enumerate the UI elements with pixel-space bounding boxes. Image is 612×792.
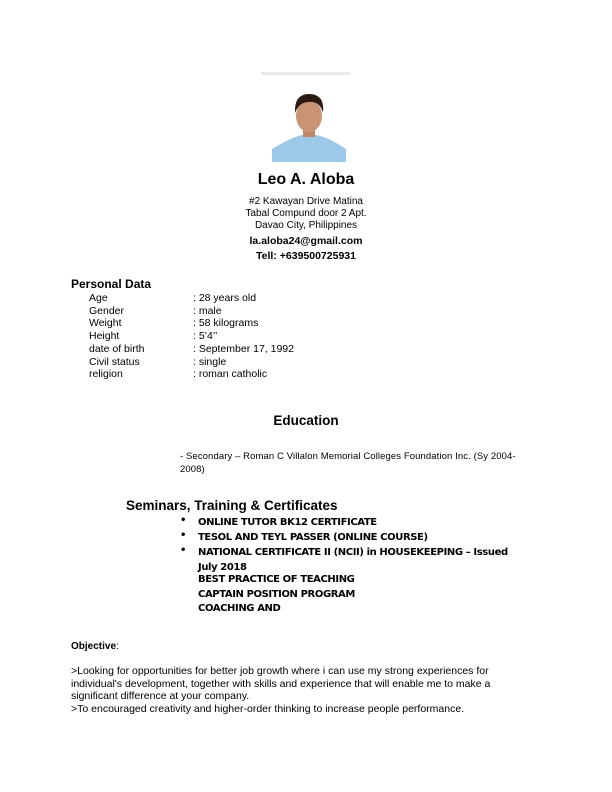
certificate-item: COACHING AND	[198, 603, 281, 614]
personal-label: Age	[89, 292, 108, 304]
email: la.aloba24@gmail.com	[249, 235, 363, 247]
profile-photo	[272, 91, 346, 162]
personal-data-heading: Personal Data	[71, 277, 152, 291]
bullet-icon: •	[180, 515, 186, 526]
personal-value: : September 17, 1992	[193, 343, 294, 355]
personal-label: Weight	[89, 317, 122, 329]
certificate-item: TESOL AND TEYL PASSER (ONLINE COURSE)	[198, 532, 428, 543]
personal-value: : 5’4’’	[193, 330, 218, 342]
certificate-item: CAPTAIN POSITION PROGRAM	[198, 589, 355, 600]
certificate-item: ONLINE TUTOR BK12 CERTIFICATE	[198, 517, 377, 528]
objective-colon: :	[116, 641, 119, 652]
objective-text	[71, 665, 531, 715]
personal-label: religion	[89, 368, 123, 380]
bullet-icon: •	[180, 545, 186, 556]
personal-label: Height	[89, 330, 120, 342]
certificate-item: BEST PRACTICE OF TEACHING	[198, 574, 355, 585]
certificate-item: NATIONAL CERTIFICATE II (NCII) in HOUSEKEEPING – Issued July 2018	[198, 547, 508, 573]
personal-value: : roman catholic	[193, 368, 268, 380]
seminars-heading: Seminars, Training & Certificates	[126, 498, 338, 513]
address-line: #2 Kawayan Drive Matina	[249, 196, 363, 207]
personal-label: date of birth	[89, 343, 145, 355]
address-line: Davao City, Philippines	[254, 220, 358, 231]
personal-label: Gender	[89, 304, 125, 317]
personal-value: : 58 kilograms	[193, 317, 259, 329]
education-entry: - Secondary – Roman C Villalon Memorial Colleges Foundation Inc. (Sy 2004-2008)	[180, 451, 516, 475]
objective-line: >Looking for opportunities for better job growth where i can use my strong experiences for individual's development, together with skills and experience that will enable me to make a significant difference at your company.	[71, 665, 491, 703]
telephone: Tell: +639500725931	[256, 250, 356, 262]
personal-value: : 28 years old	[193, 292, 257, 304]
bullet-icon: •	[180, 530, 186, 541]
education-heading: Education	[273, 413, 339, 428]
objective-line: >To encouraged creativity and higher-order thinking to increase people performance.	[71, 702, 465, 715]
applicant-name: Leo A. Aloba	[257, 171, 355, 188]
personal-label: Civil status	[89, 356, 140, 368]
header-divider	[261, 72, 351, 75]
personal-value: : male	[193, 304, 222, 317]
objective-title: Objective	[71, 641, 117, 652]
objective-heading	[71, 641, 119, 652]
personal-value: : single	[193, 356, 227, 368]
address-line: Tabal Compund door 2 Apt.	[245, 208, 367, 219]
